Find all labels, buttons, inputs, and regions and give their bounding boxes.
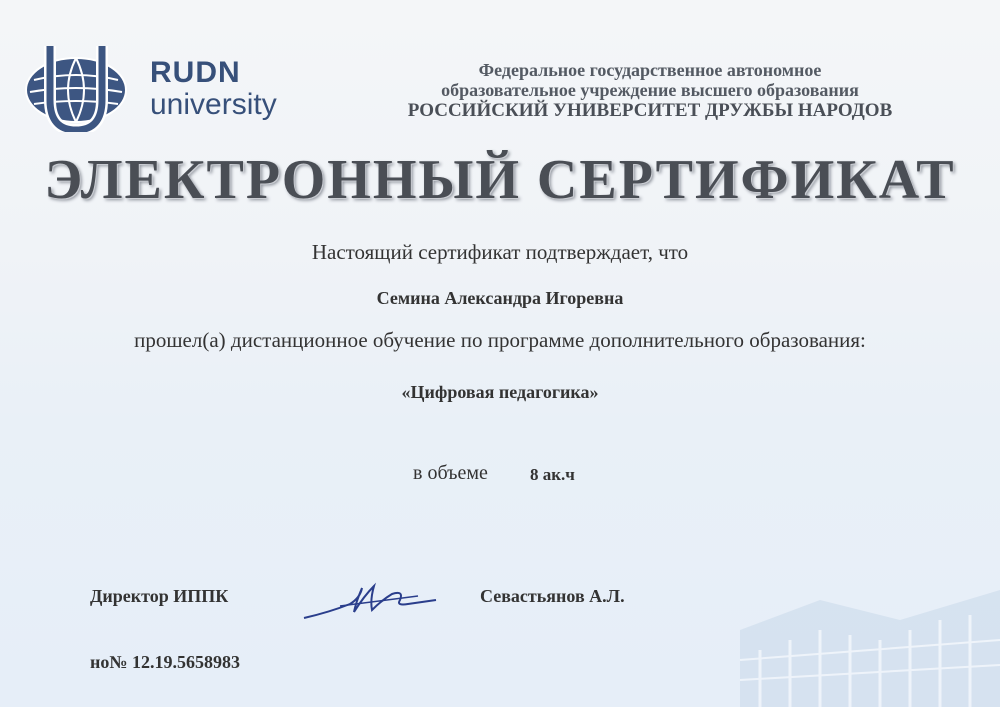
volume-label: в объеме — [413, 462, 488, 484]
header-line2: образовательное учреждение высшего образования — [441, 80, 859, 100]
volume-value: 8 ак.ч — [530, 465, 575, 484]
course-line: прошел(а) дистанционное обучение по программе дополнительного образования: — [134, 328, 866, 352]
recipient-name: Семина Александра Игоревна — [376, 288, 624, 308]
building-watermark-icon — [700, 560, 1000, 707]
registration-number: но№ 12.19.5658983 — [90, 652, 240, 672]
certificate-title: ЭЛЕКТРОННЫЙ СЕРТИФИКАТ — [44, 149, 956, 211]
rudn-logo-icon — [20, 40, 132, 132]
header-university-name: РОССИЙСКИЙ УНИВЕРСИТЕТ ДРУЖБЫ НАРОДОВ — [407, 100, 893, 121]
logo-line1: RUDN — [150, 56, 241, 89]
director-title: Директор ИППК — [90, 586, 229, 606]
confirm-text: Настоящий сертификат подтверждает, что — [311, 240, 689, 264]
program-name: «Цифровая педагогика» — [401, 382, 599, 402]
director-name: Севастьянов А.Л. — [480, 586, 625, 606]
logo-wordmark — [150, 58, 277, 120]
signature-icon — [300, 578, 440, 624]
logo-line2: university — [150, 88, 277, 121]
header-line1: Федеральное государственное автономное — [478, 60, 822, 80]
